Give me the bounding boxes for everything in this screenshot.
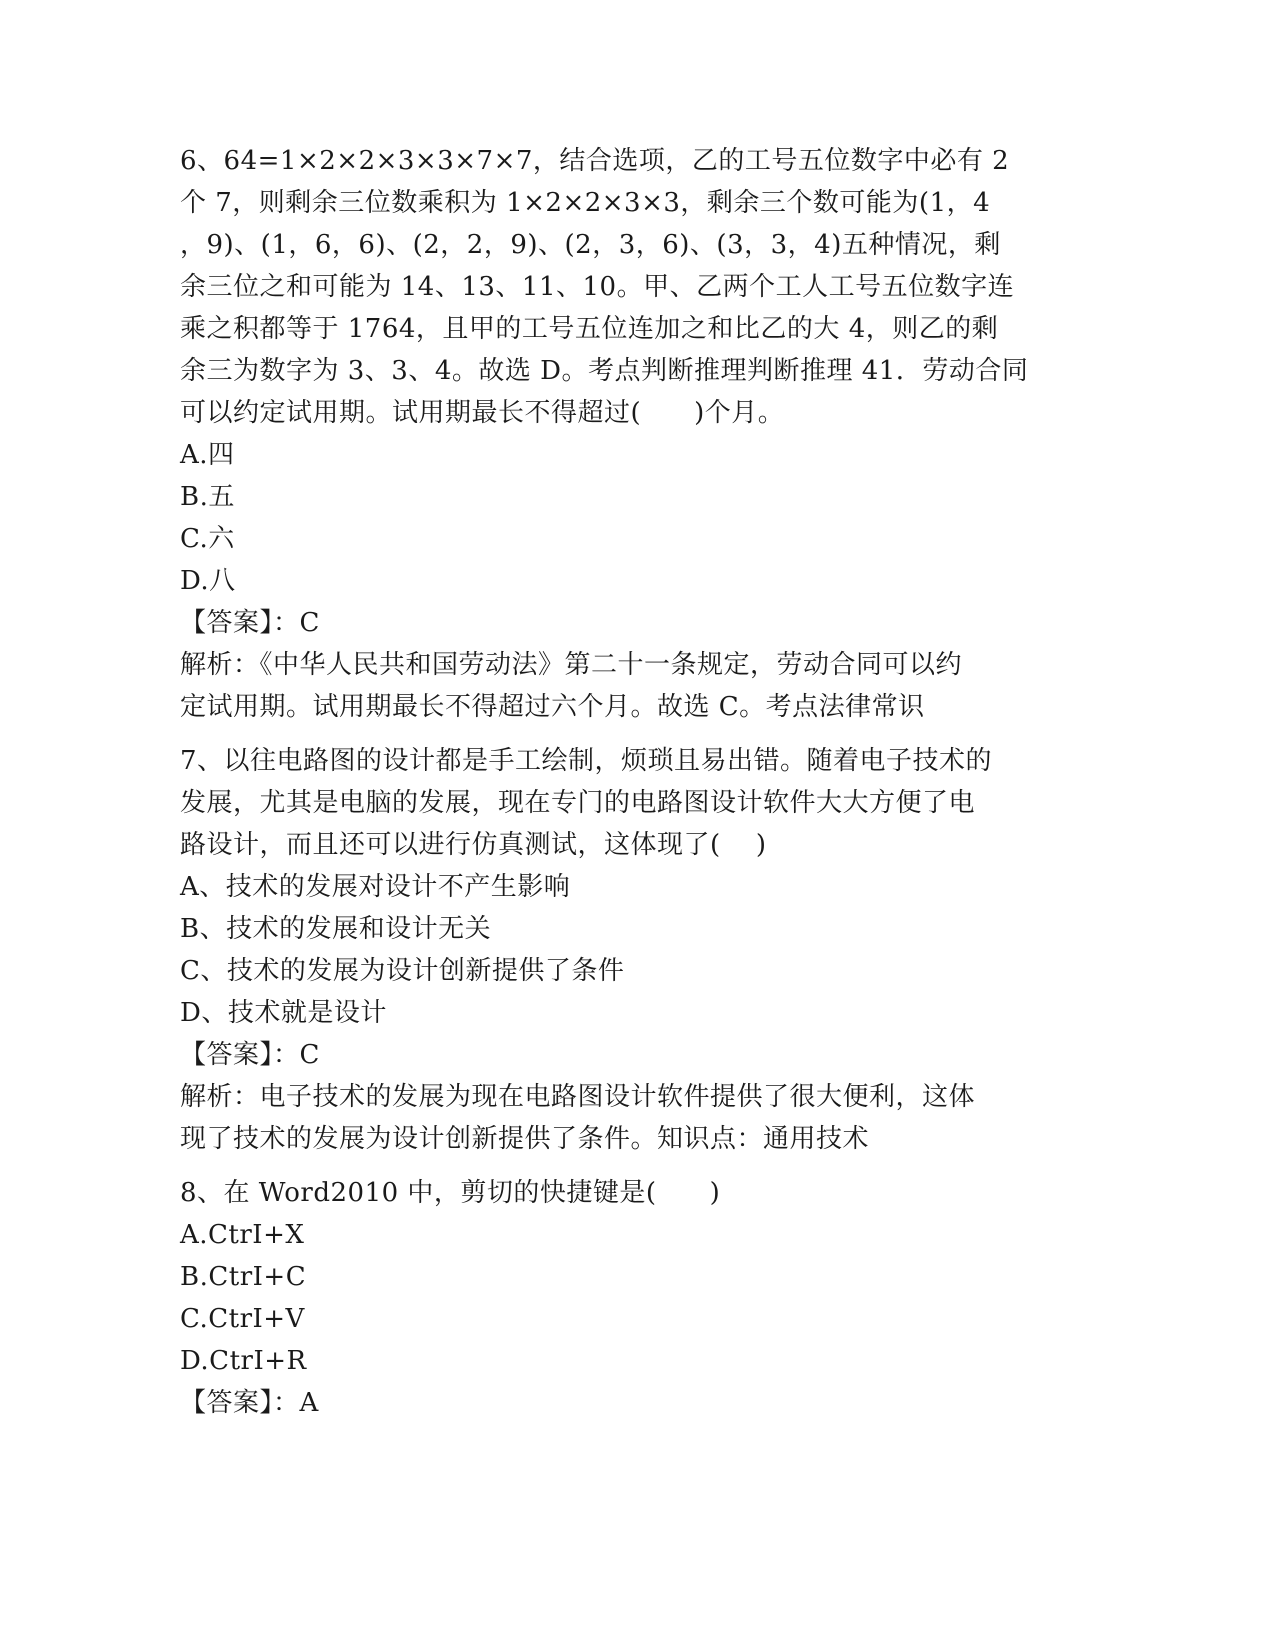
question-6 — [180, 140, 1080, 728]
document-page — [180, 140, 1080, 1424]
option-d: D.CtrI+R — [180, 1346, 307, 1376]
option-a: A.四 — [180, 440, 235, 470]
answer-label: 【答案】： — [180, 1040, 300, 1070]
question-7 — [180, 740, 1080, 1160]
question-text-line: 7、以往电路图的设计都是手工绘制，烦琐且易出错。随着电子技术的 — [180, 746, 993, 776]
answer-line — [180, 1034, 1080, 1076]
answer-label: 【答案】： — [180, 608, 300, 638]
option-c: C、技术的发展为设计创新提供了条件 — [180, 956, 625, 986]
answer-line — [180, 1382, 1080, 1424]
answer-label: 【答案】： — [180, 1388, 300, 1418]
analysis-line: 现了技术的发展为设计创新提供了条件。知识点：通用技术 — [180, 1124, 870, 1154]
option-a: A.CtrI+X — [180, 1220, 305, 1250]
question-text-line: 路设计，而且还可以进行仿真测试，这体现了( ) — [180, 830, 767, 860]
question-text-line: 发展，尤其是电脑的发展，现在专门的电路图设计软件大大方便了电 — [180, 788, 976, 818]
question-gap — [180, 1160, 1080, 1172]
question-text-line: 8、在 Word2010 中，剪切的快捷键是( ) — [180, 1178, 721, 1208]
question-text-line: 可以约定试用期。试用期最长不得超过( )个月。 — [180, 398, 785, 428]
answer-value: A — [299, 1388, 319, 1418]
question-8 — [180, 1172, 1080, 1424]
question-text-line: 余三为数字为 3、3、4。故选 D。考点判断推理判断推理 41．劳动合同 — [180, 356, 1029, 386]
answer-value: C — [299, 1040, 320, 1070]
option-b: B、技术的发展和设计无关 — [180, 914, 492, 944]
answer-value: C — [299, 608, 320, 638]
question-text-line: 余三位之和可能为 14、13、11、10。甲、乙两个工人工号五位数字连 — [180, 272, 1015, 302]
option-d: D.八 — [180, 566, 236, 596]
option-d: D、技术就是设计 — [180, 998, 387, 1028]
question-text-line: 乘之积都等于 1764，且甲的工号五位连加之和比乙的大 4，则乙的剩 — [180, 314, 999, 344]
question-text-line: ，9)、(1，6，6)、(2，2，9)、(2，3，6)、(3，3，4)五种情况，剩 — [180, 230, 1001, 260]
question-gap — [180, 728, 1080, 740]
analysis-line: 解析：电子技术的发展为现在电路图设计软件提供了很大便利，这体 — [180, 1082, 976, 1112]
answer-line — [180, 602, 1080, 644]
question-text-line: 6、64=1×2×2×3×3×7×7，结合选项，乙的工号五位数字中必有 2 — [180, 146, 1010, 176]
option-b: B.CtrI+C — [180, 1262, 307, 1292]
option-a: A、技术的发展对设计不产生影响 — [180, 872, 571, 902]
question-text-line: 个 7，则剩余三位数乘积为 1×2×2×3×3，剩余三个数可能为(1，4 — [180, 188, 991, 218]
option-b: B.五 — [180, 482, 235, 512]
option-c: C.六 — [180, 524, 235, 554]
analysis-line: 定试用期。试用期最长不得超过六个月。故选 C。考点法律常识 — [180, 692, 925, 722]
analysis-line: 解析：《中华人民共和国劳动法》第二十一条规定，劳动合同可以约 — [180, 650, 963, 680]
option-c: C.CtrI+V — [180, 1304, 305, 1334]
